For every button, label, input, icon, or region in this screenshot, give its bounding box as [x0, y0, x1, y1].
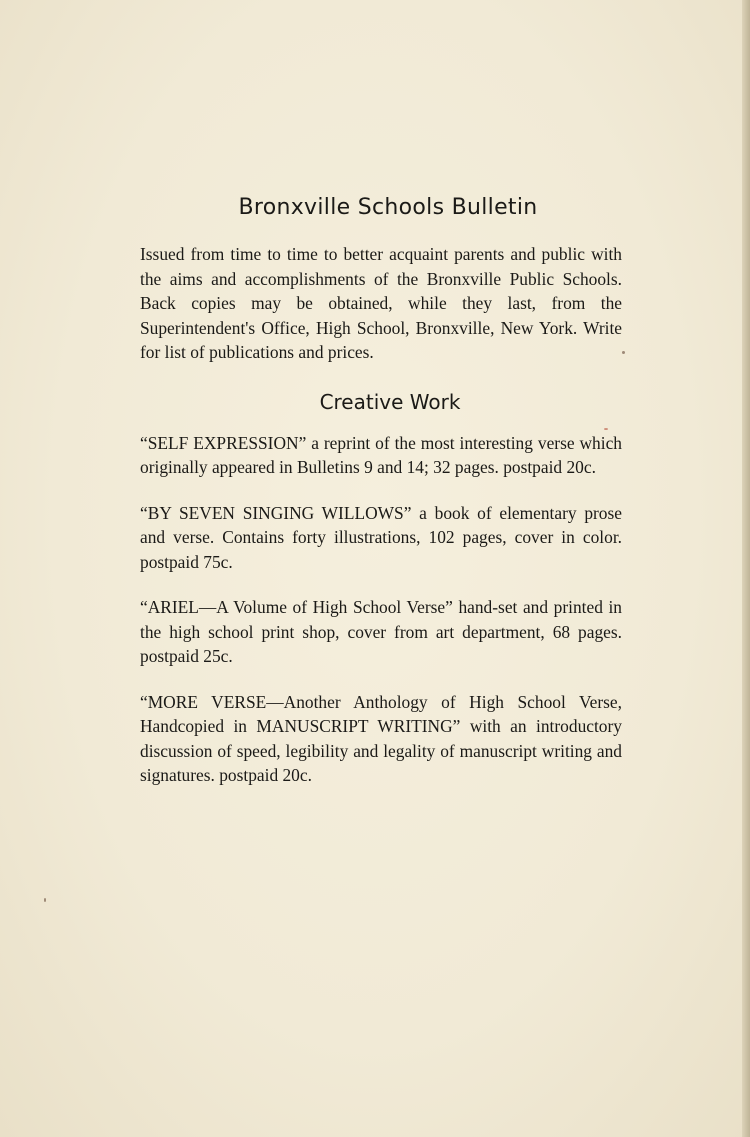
publication-entry: “MORE VERSE—Another Anthology of High School Verse, Handcopied in MANUSCRIPT WRITING” with an introductory discussion of speed, legibility and legality of manuscript writing and signatures. postpaid 20c.: [140, 691, 622, 785]
publication-entry: “ARIEL—A Volume of High School Verse” hand-set and printed in the high school print shop, cover from art department, 68 pages. postpaid 25c.: [140, 597, 622, 666]
ink-speck: [44, 898, 46, 902]
section-heading-creative-work: Creative Work: [319, 389, 461, 414]
page-edge-shadow: [742, 0, 750, 1137]
bulletin-title: Bronxville Schools Bulletin: [238, 195, 538, 220]
bulletin-content: [140, 186, 622, 809]
bulletin-intro: Issued from time to time to better acquaint parents and public with the aims and accomplishments of the Bronxville Public Schools. Back copies may be obtained, while they last, from the Superintendent's Office, High School, Bronxville, New York. Write for list of publications and prices.: [140, 244, 622, 362]
publication-entry: “SELF EXPRESSION” a reprint of the most interesting verse which originally appeared in Bulletins 9 and 14; 32 pages. postpaid 20c.: [140, 432, 622, 477]
ink-speck: [622, 351, 625, 354]
publication-entry: “BY SEVEN SINGING WILLOWS” a book of elementary prose and verse. Contains forty illustrations, 102 pages, cover in color. postpaid 75c.: [140, 502, 622, 572]
